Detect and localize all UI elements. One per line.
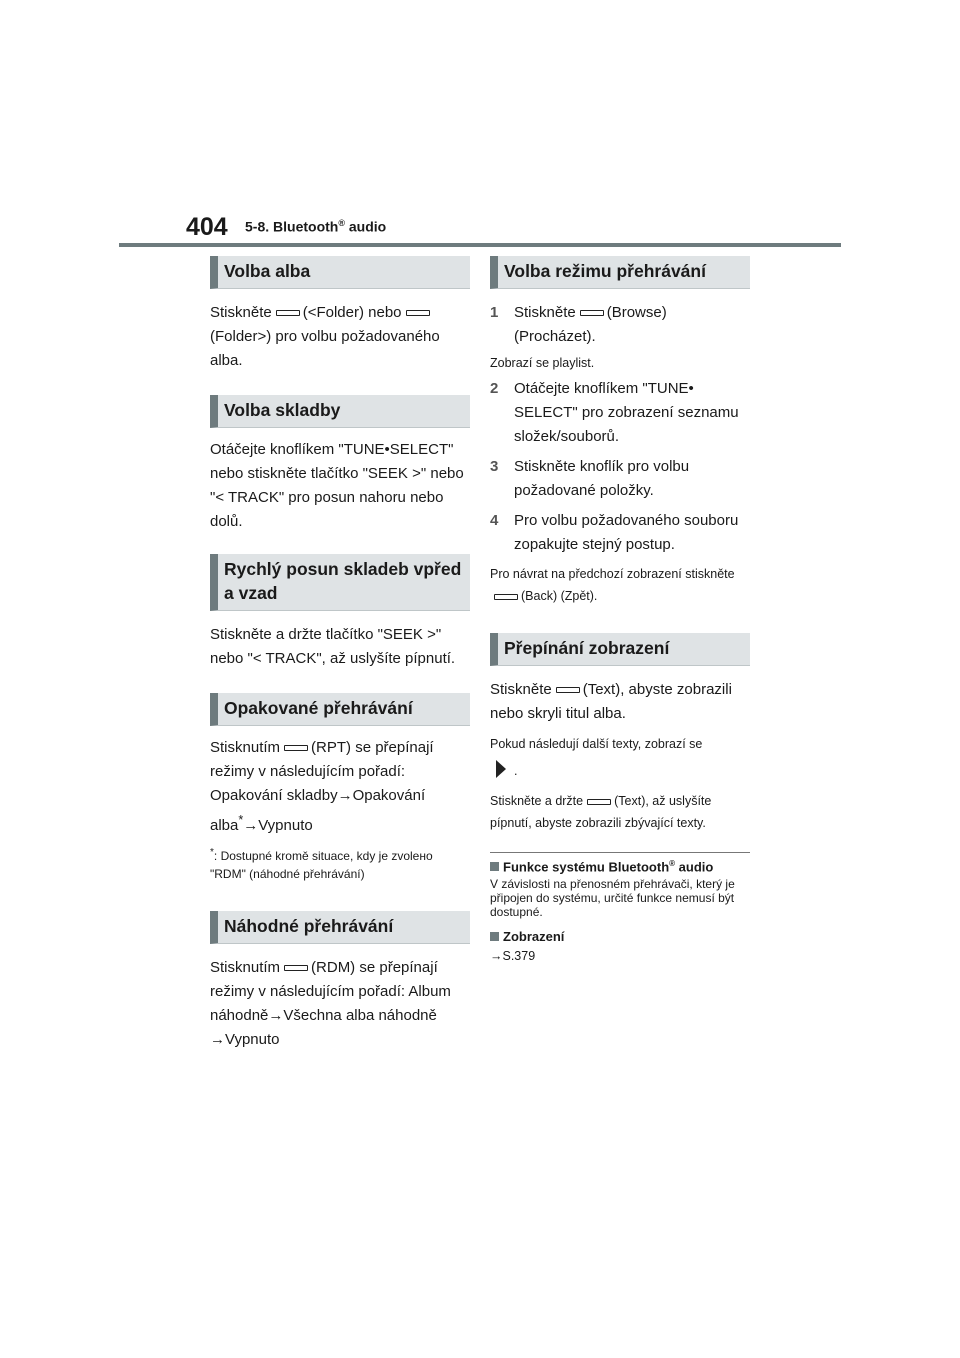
page-number: 404 bbox=[186, 213, 228, 241]
footnote-mark: * bbox=[210, 847, 214, 858]
step-number: 1 bbox=[490, 304, 499, 321]
button-icon bbox=[587, 799, 611, 805]
step-text: Pro volbu požadovaného souboru zopakujte stejný postup. bbox=[514, 512, 739, 553]
button-icon bbox=[556, 687, 580, 693]
step-number: 2 bbox=[490, 380, 499, 397]
text-part: Pokud následují další texty, zobrazí se bbox=[490, 737, 703, 751]
step-number: 4 bbox=[490, 512, 499, 529]
footnote bbox=[210, 844, 470, 883]
text-funkce: V závislosti na přenosném přehrávači, který je připojen do systému, určité funkce nemusí být dostupné. bbox=[490, 877, 735, 920]
text-part: (Back) (Zpět). bbox=[521, 589, 598, 603]
footnote-mark: * bbox=[238, 813, 244, 827]
button-icon bbox=[284, 745, 308, 751]
button-icon bbox=[494, 594, 518, 600]
text-part: (RPT) se přepínají režimy v následujícím pořadí: bbox=[210, 739, 434, 780]
reg-mark: ® bbox=[669, 859, 676, 868]
heading-rychly-posun: Rychlý posun skladeb vpřed a vzad bbox=[210, 554, 470, 611]
text-part: (Browse) (Procházet). bbox=[514, 304, 667, 345]
square-bullet-icon bbox=[490, 932, 499, 941]
footnote-text: : Dostupné kromě situace, kdy je zvolено "RDM" (náhodné přehrávání) bbox=[210, 849, 433, 881]
note-playlist: Zobrazí se playlist. bbox=[490, 356, 595, 370]
subheading-funkce bbox=[490, 859, 750, 874]
text-rychly-posun: Stiskněte a držte tlačítko "SEEK >" nebo "< TRACK", až uslyšíte pípnutí. bbox=[210, 626, 456, 667]
button-icon bbox=[580, 310, 604, 316]
section-divider bbox=[490, 852, 750, 853]
text-part: Zobrazení bbox=[503, 929, 565, 945]
subheading-zobrazeni bbox=[490, 929, 750, 944]
text-part: →Vypnuto bbox=[243, 817, 313, 834]
step-text bbox=[514, 301, 750, 349]
note-more-texts bbox=[490, 734, 750, 754]
heading-opakovane: Opakované přehrávání bbox=[210, 693, 470, 726]
button-icon bbox=[406, 310, 430, 316]
chapter-suffix: audio bbox=[344, 218, 387, 235]
button-icon bbox=[276, 310, 300, 316]
step-number: 3 bbox=[490, 458, 499, 475]
header-rule bbox=[119, 243, 841, 247]
text-volba-skladby: Otáčejte knoflíkem "TUNE•SELECT" nebo stiskněte tlačítko "SEEK >" nebo "< TRACK" pro posun nahoru nebo dolů. bbox=[210, 441, 464, 530]
text-part: Funkce systému Bluetooth bbox=[503, 859, 670, 875]
heading-prepinani: Přepínání zobrazení bbox=[490, 633, 750, 666]
right-column bbox=[490, 256, 750, 966]
step-4 bbox=[490, 509, 750, 557]
text-prepinani bbox=[490, 678, 750, 726]
text-nahodne bbox=[210, 956, 470, 1052]
text-part: Stiskněte bbox=[210, 304, 272, 321]
chapter-title bbox=[245, 218, 386, 235]
heading-volba-alba: Volba alba bbox=[210, 256, 470, 289]
text-part: Stiskněte bbox=[490, 681, 552, 698]
text-part: (Folder>) pro volbu požadovaného alba. bbox=[210, 328, 440, 369]
button-icon bbox=[284, 965, 308, 971]
note-hold-text bbox=[490, 790, 750, 834]
heading-nahodne: Náhodné přehrávání bbox=[210, 911, 470, 944]
step-2 bbox=[490, 377, 750, 449]
text-part: Stiskněte a držte bbox=[490, 794, 584, 808]
step-3 bbox=[490, 455, 750, 503]
text-part: . bbox=[514, 764, 518, 779]
text-part: (RDM) se přepínají režimy v následujícím pořadí: Album náhodně→Všechna alba náhodně →Vypnuto bbox=[210, 959, 451, 1048]
chevron-right-icon bbox=[494, 758, 508, 786]
text-part: (Text), abyste zobrazili nebo skryli titul alba. bbox=[490, 681, 732, 722]
text-volba-alba bbox=[210, 301, 470, 373]
step-text: Otáčejte knoflíkem "TUNE• SELECT" pro zobrazení seznamu složek/souborů. bbox=[514, 380, 739, 445]
text-part: (Text), až uslyšíte pípnutí, abyste zobrazili zbývající texty. bbox=[490, 794, 712, 830]
heading-rezim: Volba režimu přehrávání bbox=[490, 256, 750, 289]
square-bullet-icon bbox=[490, 862, 499, 871]
heading-volba-skladby: Volba skladby bbox=[210, 395, 470, 428]
chapter-prefix: 5-8. Bluetooth bbox=[245, 218, 339, 235]
text-part: Pro návrat na předchozí zobrazení stiskněte bbox=[490, 567, 735, 581]
text-part: Stisknutím bbox=[210, 959, 281, 976]
note-back bbox=[490, 563, 750, 607]
chapter-reg: ® bbox=[338, 218, 345, 228]
note-arrow-line bbox=[490, 758, 750, 782]
link-s379[interactable]: →S.379 bbox=[490, 949, 536, 964]
left-column bbox=[210, 256, 470, 1052]
text-part: Stisknutím bbox=[210, 739, 281, 756]
text-opakovane bbox=[210, 736, 470, 838]
step-text: Stiskněte knoflík pro volbu požadované položky. bbox=[514, 458, 690, 499]
text-part: audio bbox=[675, 859, 714, 875]
text-part: Opakování skladby→Opakování alba bbox=[210, 787, 426, 834]
step-1 bbox=[490, 301, 750, 349]
text-part: Stiskněte bbox=[514, 304, 576, 321]
text-part: (<Folder) nebo bbox=[302, 304, 402, 321]
